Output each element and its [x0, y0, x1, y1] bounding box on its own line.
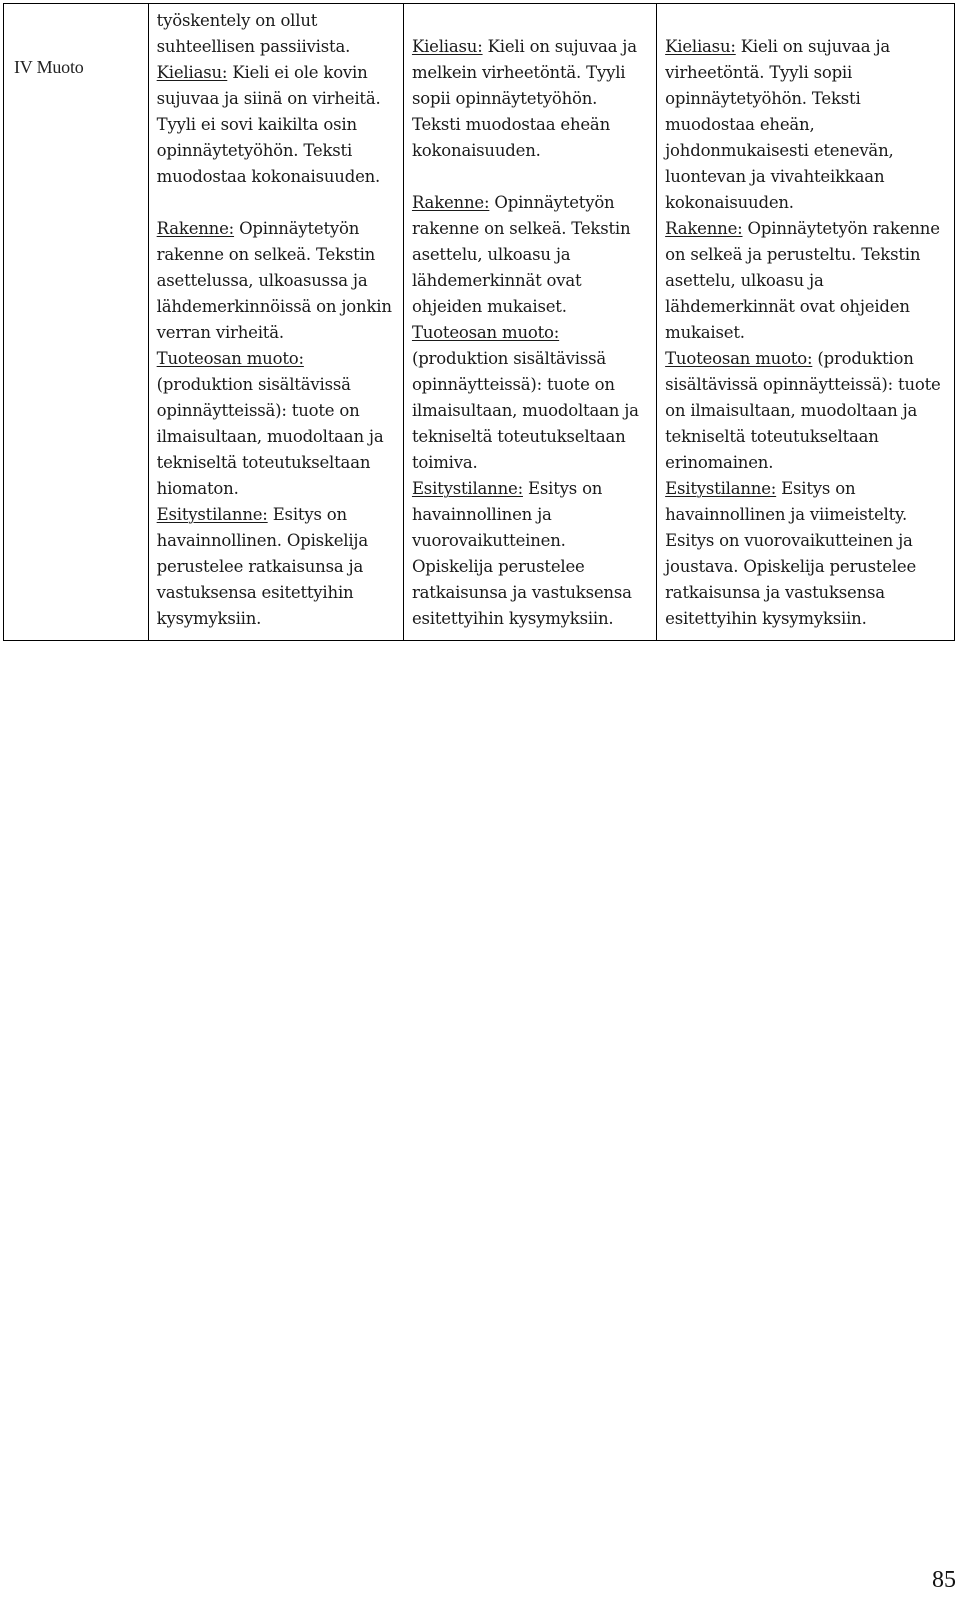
- assessment-rubric-table: [3, 3, 955, 641]
- criterion-product-form: [665, 346, 948, 476]
- criterion-text: Esitys on havainnollinen ja viimeistelty. Esitys on vuorovaikutteinen ja joustava. Opiskelija perustelee ratkaisunsa ja vastuksensa esitettyihin kysymyksiin.: [665, 479, 917, 628]
- criterion-language: [412, 34, 650, 164]
- criterion-language: [157, 60, 397, 190]
- criterion-structure: [412, 190, 650, 320]
- criterion-text: (produktion sisältävissä opinnäytteissä): tuote on ilmaisultaan, muodoltaan ja tekniseltä toteutukseltaan erinomainen.: [665, 349, 941, 472]
- page-number: 85: [932, 1567, 956, 1593]
- criterion-heading: Kieliasu:: [665, 37, 736, 56]
- criterion-structure: [665, 216, 948, 346]
- criterion-heading: Tuoteosan muoto:: [411, 323, 560, 342]
- criterion-heading: Esitystilanne:: [411, 479, 523, 498]
- criterion-presentation: [665, 476, 948, 632]
- criterion-heading: Tuoteosan muoto:: [665, 349, 813, 368]
- criterion-text: Esitys on havainnollinen. Opiskelija perustelee ratkaisunsa ja vastuksensa esitettyihin kysymyksiin.: [156, 505, 368, 628]
- criterion-text: Kieli on sujuvaa ja melkein virheetöntä. Tyyli sopii opinnäytetyöhön. Teksti muodostaa eheän kokonaisuuden.: [411, 37, 637, 160]
- criterion-text: (produktion sisältävissä opinnäytteissä): tuote on ilmaisultaan, muodoltaan ja tekniseltä toteutukseltaan hiomaton.: [156, 375, 384, 498]
- criterion-structure: [157, 216, 397, 346]
- continued-text: työskentely on ollut suhteellisen passiivista.: [156, 11, 351, 56]
- criterion-product-form: [157, 346, 397, 502]
- criterion-text: Opinnäytetyön rakenne on selkeä. Tekstin asettelussa, ulkoasussa ja lähdemerkinnöissä on jonkin verran virheitä.: [156, 219, 392, 342]
- criterion-text: Kieli ei ole kovin sujuvaa ja siinä on virheitä. Tyyli ei sovi kaikilta osin opinnäytetyöhön. Teksti muodostaa kokonaisuuden.: [156, 63, 381, 186]
- criterion-text: (produktion sisältävissä opinnäytteissä): tuote on ilmaisultaan, muodoltaan ja tekniseltä toteutukseltaan toimiva.: [411, 349, 639, 472]
- criterion-text: Kieli on sujuvaa ja virheetöntä. Tyyli sopii opinnäytetyöhön. Teksti muodostaa eheän, johdonmukaisesti etenevän, luontevan ja vivahteikkaan kokonaisuuden.: [665, 37, 894, 212]
- table-row: [4, 4, 955, 641]
- criterion-heading: Esitystilanne:: [156, 505, 268, 524]
- criterion-heading: Rakenne:: [156, 219, 235, 238]
- criterion-heading: Tuoteosan muoto:: [156, 349, 304, 368]
- criterion-product-form: [412, 320, 650, 476]
- criterion-heading: Rakenne:: [411, 193, 490, 212]
- criterion-text: Esitys on havainnollinen ja vuorovaikutteinen. Opiskelija perustelee ratkaisunsa ja vastuksensa esitettyihin kysymyksiin.: [411, 479, 632, 628]
- criterion-heading: Esitystilanne:: [665, 479, 777, 498]
- criterion-heading: Kieliasu:: [156, 63, 228, 82]
- row-label: IV Muoto: [4, 4, 149, 641]
- criterion-text: Opinnäytetyön rakenne on selkeä. Tekstin asettelu, ulkoasu ja lähdemerkinnät ovat ohjeiden mukaiset.: [411, 193, 631, 316]
- criteria-cell-level-1: [148, 4, 403, 641]
- criterion-text: Opinnäytetyön rakenne on selkeä ja perusteltu. Tekstin asettelu, ulkoasu ja lähdemerkinnät ovat ohjeiden mukaiset.: [665, 219, 940, 342]
- criterion-heading: Rakenne:: [665, 219, 743, 238]
- criterion-presentation: [412, 476, 650, 632]
- criterion-heading: Kieliasu:: [411, 37, 483, 56]
- criteria-cell-level-2: [403, 4, 656, 641]
- criteria-cell-level-3: [657, 4, 955, 641]
- criterion-language: [665, 34, 948, 216]
- criterion-presentation: [157, 502, 397, 632]
